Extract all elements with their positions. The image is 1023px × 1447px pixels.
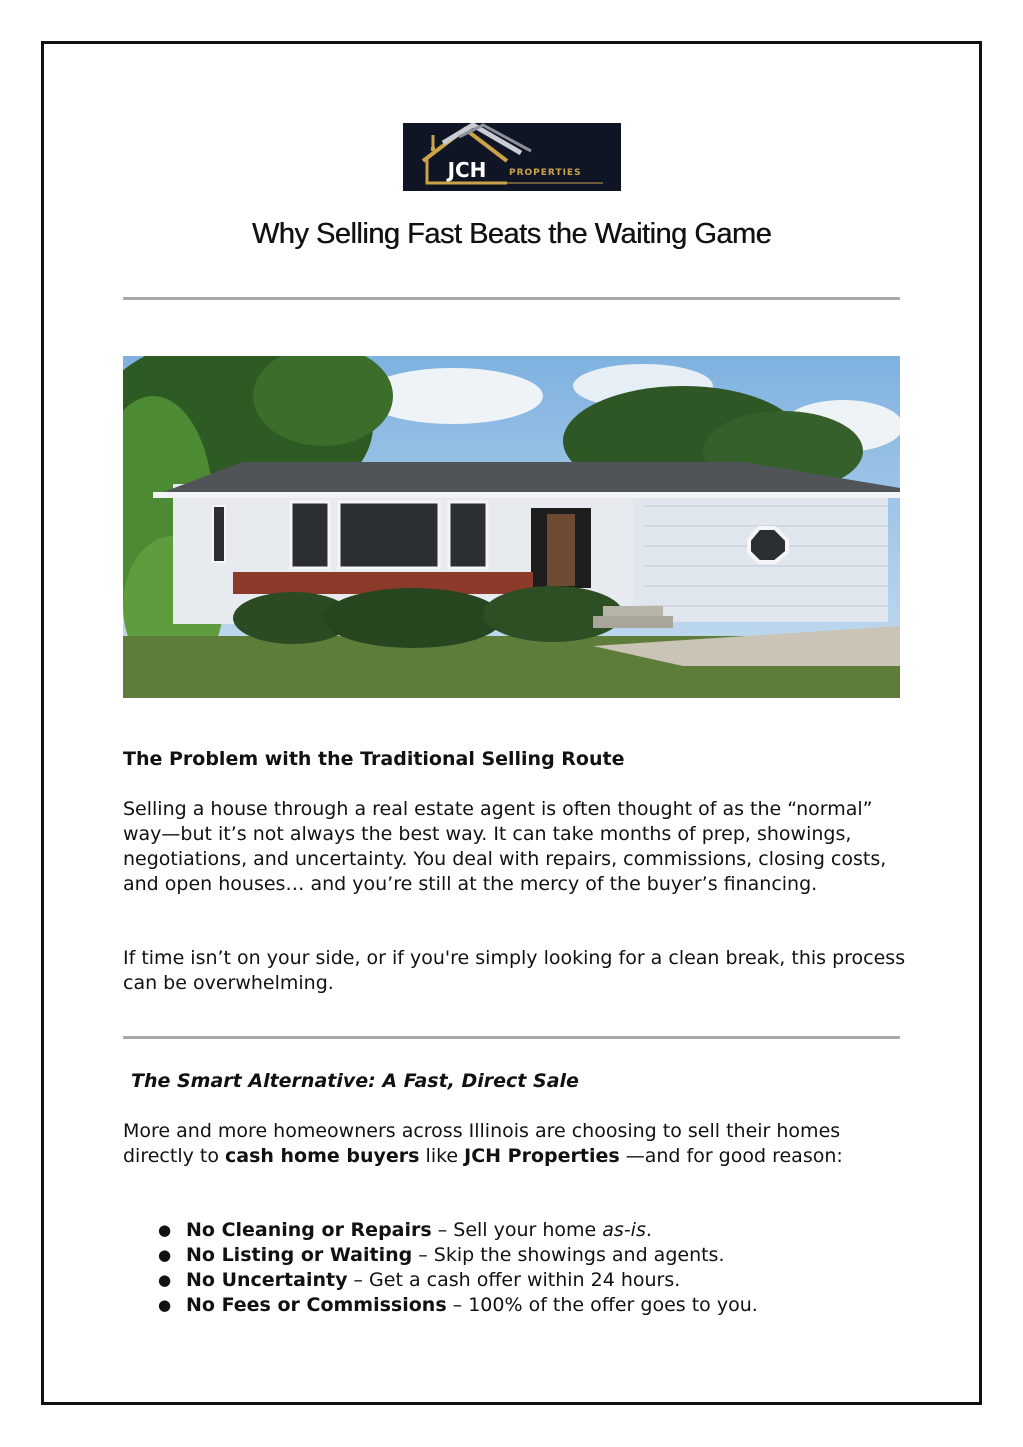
divider (123, 297, 900, 300)
benefits-list (123, 1218, 913, 1318)
list-item (123, 1268, 913, 1293)
benefit-title: No Uncertainty (186, 1269, 348, 1291)
page-title: Why Selling Fast Beats the Waiting Game (251, 218, 772, 250)
bullet-icon: ● (158, 1271, 172, 1289)
intro-bold-company: JCH Properties (464, 1145, 620, 1167)
benefit-title: No Cleaning or Repairs (186, 1219, 432, 1241)
intro-bold-cash-buyers: cash home buyers (225, 1145, 420, 1167)
intro-text: like (419, 1145, 465, 1167)
bullet-icon: ● (158, 1246, 172, 1264)
house-roof-icon (403, 123, 621, 191)
house-photo (123, 356, 900, 698)
benefit-title: No Listing or Waiting (186, 1244, 413, 1266)
section-heading-alternative: The Smart Alternative: A Fast, Direct Sale (131, 1070, 579, 1092)
alternative-intro (123, 1119, 913, 1169)
benefit-text-end: . (645, 1219, 652, 1241)
benefit-text: – 100% of the offer goes to you. (446, 1294, 758, 1316)
svg-text:PROPERTIES: PROPERTIES (509, 168, 582, 178)
benefit-text: – Skip the showings and agents. (412, 1244, 725, 1266)
divider (123, 1036, 900, 1039)
list-item (123, 1218, 913, 1243)
intro-text: More and more homeowners across Illinois are choosing to sell their homes directly to (123, 1120, 841, 1167)
intro-text: —and for good reason: (619, 1145, 843, 1167)
list-item (123, 1243, 913, 1268)
problem-paragraph: Selling a house through a real estate agent is often thought of as the “normal” way—but it’s not always the best way. It can take months of prep, showings, negotiations, and uncertainty. You deal with repairs, commissions, closing costs, and open houses… and you’re still at the mercy of the buyer’s financing. (123, 798, 887, 895)
problem-paragraph-2: If time isn’t on your side, or if you're simply looking for a clean break, this process can be overwhelming. (123, 947, 906, 994)
bullet-icon: ● (158, 1296, 172, 1314)
section-heading-problem: The Problem with the Traditional Selling Route (123, 748, 625, 770)
benefit-title: No Fees or Commissions (186, 1294, 447, 1316)
benefit-text: – Get a cash offer within 24 hours. (347, 1269, 681, 1291)
benefit-italic: as-is (602, 1219, 646, 1241)
company-logo (403, 123, 621, 191)
svg-text:JCH: JCH (447, 158, 487, 182)
list-item (123, 1293, 913, 1318)
benefit-text: – Sell your home (431, 1219, 603, 1241)
bullet-icon: ● (158, 1221, 172, 1239)
